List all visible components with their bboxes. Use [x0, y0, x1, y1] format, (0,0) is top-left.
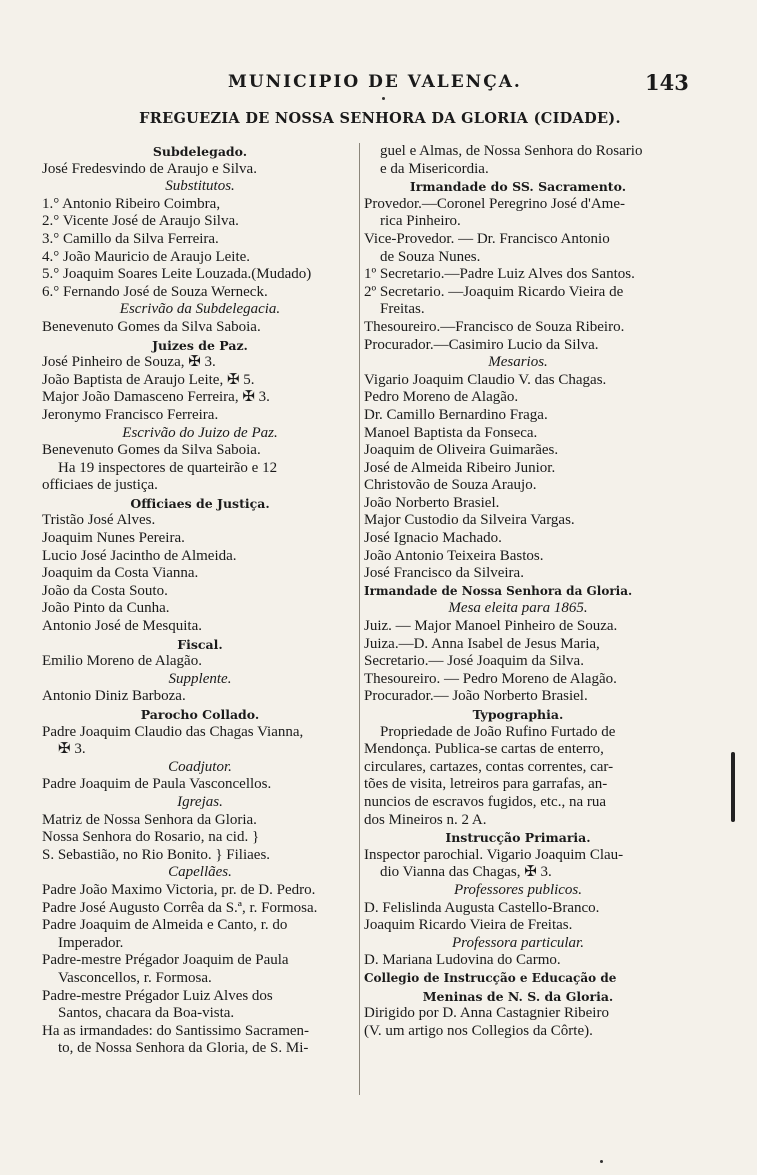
left-column-line: Padre-mestre Prégador Joaquim de Paula — [42, 952, 289, 969]
left-column-line: Padre Joaquim de Almeida e Canto, r. do — [42, 917, 288, 934]
left-column-line: S. Sebastião, no Rio Bonito. } Filiaes. — [42, 846, 271, 863]
left-column-line: to, de Nossa Senhora da Gloria, de S. Mi- — [58, 1040, 309, 1057]
left-column-line: José Fredesvindo de Araujo e Silva. — [42, 160, 257, 177]
right-column-line: Vigario Joaquim Claudio V. das Chagas. — [364, 371, 607, 388]
left-column-line: João da Costa Souto. — [42, 582, 168, 599]
right-column-line: Instrucção Primaria. — [445, 830, 591, 846]
left-column-line: Capellães. — [168, 864, 232, 881]
right-column-line: Collegio de Instrucção e Educação de — [364, 970, 617, 985]
right-column-line: Juiz. — Major Manoel Pinheiro de Souza. — [364, 618, 618, 635]
right-column-line: rica Pinheiro. — [380, 213, 461, 230]
section-title: FREGUEZIA DE NOSSA SENHORA DA GLORIA (CIDADE). — [139, 110, 621, 127]
right-column-line: Professora particular. — [452, 934, 584, 951]
right-column-line: de Souza Nunes. — [380, 248, 481, 265]
left-column-line: João Pinto da Cunha. — [42, 600, 170, 617]
left-column-line: Emilio Moreno de Alagão. — [42, 653, 202, 670]
left-column-line: 5.° Joaquim Soares Leite Louzada.(Mudado) — [42, 266, 312, 283]
right-column-line: Professores publicos. — [453, 881, 583, 898]
right-column-line: e da Misericordia. — [380, 160, 489, 177]
left-column-line: Parocho Collado. — [140, 707, 260, 722]
right-column-line: Procurador.— João Norberto Brasiel. — [364, 688, 588, 705]
left-column-line: Matriz de Nossa Senhora da Gloria. — [42, 811, 257, 828]
right-column-line: João Norberto Brasiel. — [364, 494, 500, 511]
header-title: MUNICIPIO DE VALENÇA. — [228, 72, 522, 92]
right-column-line: dio Vianna das Chagas, ✠ 3. — [380, 864, 552, 881]
left-column-line: Benevenuto Gomes da Silva Saboia. — [42, 442, 261, 459]
right-column-line: Typographia. — [472, 707, 564, 722]
left-column-line: 1.° Antonio Ribeiro Coimbra, — [42, 195, 221, 212]
left-column-line: Padre João Maximo Victoria, pr. de D. Pedro. — [42, 881, 316, 898]
right-column-line: Meninas de N. S. da Gloria. — [422, 988, 614, 1004]
left-column-line: Substitutos. — [165, 178, 235, 195]
right-column-line: 2º Secretario. —Joaquim Ricardo Vieira de — [364, 283, 624, 300]
right-column-line: Vice-Provedor. — Dr. Francisco Antonio — [364, 230, 610, 247]
left-column-line: Escrivão da Subdelegacia. — [119, 301, 281, 318]
left-column-line: Antonio José de Mesquita. — [42, 618, 202, 635]
left-column-line: Subdelegado. — [152, 144, 248, 159]
left-column-line: Padre-mestre Prégador Luiz Alves dos — [42, 987, 273, 1004]
right-column-line: Procurador.—Casimiro Lucio da Silva. — [364, 336, 599, 353]
right-column-line: Irmandade de Nossa Senhora da Gloria. — [364, 583, 633, 598]
left-column-line: Fiscal. — [177, 636, 223, 652]
left-column-line: Coadjutor. — [168, 758, 232, 775]
left-column-line: Igrejas. — [177, 793, 223, 810]
right-column-line: Freitas. — [380, 301, 425, 318]
right-column-line: D. Mariana Ludovina do Carmo. — [364, 952, 561, 969]
left-column-line: Joaquim Nunes Pereira. — [42, 530, 185, 547]
left-column-line: Vasconcellos, r. Formosa. — [58, 969, 212, 986]
right-column-line: 1º Secretario.—Padre Luiz Alves dos Santos. — [364, 266, 635, 283]
left-column-line: Imperador. — [58, 934, 124, 951]
right-column-line: (V. um artigo nos Collegios da Côrte). — [364, 1022, 593, 1039]
right-column-line: José de Almeida Ribeiro Junior. — [364, 459, 556, 476]
left-column — [42, 143, 358, 1058]
right-column-line: tões de visita, letreiros para garrafas, an- — [364, 776, 608, 793]
right-column-line: D. Felislinda Augusta Castello-Branco. — [364, 899, 600, 916]
left-column-line: officiaes de justiça. — [42, 477, 158, 494]
right-column — [364, 143, 672, 1040]
left-column-line: Ha 19 inspectores de quarteirão e 12 — [58, 459, 278, 476]
right-column-line: circulares, cartazes, contas correntes, car- — [364, 758, 614, 775]
right-column-line: Juiza.—D. Anna Isabel de Jesus Maria, — [364, 635, 600, 652]
left-column-line: João Baptista de Araujo Leite, ✠ 5. — [42, 371, 255, 388]
left-column-line: Santos, chacara da Boa-vista. — [58, 1005, 235, 1022]
column-divider — [359, 143, 360, 1095]
right-column-line: Christovão de Souza Araujo. — [364, 477, 537, 494]
left-column-line: 2.° Vicente José de Araujo Silva. — [42, 213, 239, 230]
right-column-line: Pedro Moreno de Alagão. — [364, 389, 519, 406]
ink-speck — [600, 1160, 603, 1163]
left-column-line: Antonio Diniz Barboza. — [42, 688, 186, 705]
page-number: 143 — [645, 70, 689, 95]
left-column-line: Jeronymo Francisco Ferreira. — [42, 406, 219, 423]
right-column-line: João Antonio Teixeira Bastos. — [364, 547, 544, 564]
running-header — [0, 72, 757, 96]
right-column-line: Irmandade do SS. Sacramento. — [409, 179, 627, 195]
left-column-line: ✠ 3. — [58, 741, 86, 758]
left-column-line: Major João Damasceno Ferreira, ✠ 3. — [42, 389, 270, 406]
left-column-line: Ha as irmandades: do Santissimo Sacramen- — [42, 1022, 310, 1039]
right-column-line: Joaquim de Oliveira Guimarães. — [364, 442, 559, 459]
left-column-line: Padre Joaquim Claudio das Chagas Vianna, — [42, 723, 304, 740]
left-column-line: Juizes de Paz. — [152, 337, 248, 353]
left-column-line: 4.° João Mauricio de Araujo Leite. — [42, 248, 251, 265]
right-column-line: Mendonça. Publica-se cartas de enterro, — [364, 741, 604, 758]
left-column-line: José Pinheiro de Souza, ✠ 3. — [42, 354, 216, 371]
left-column-line: Lucio José Jacintho de Almeida. — [42, 547, 237, 564]
ink-mark — [731, 752, 735, 822]
left-column-line: Officiaes de Justiça. — [130, 495, 270, 511]
right-column-line: Inspector parochial. Vigario Joaquim Clau- — [364, 846, 624, 863]
left-column-line: Padre José Augusto Corrêa da S.ª, r. Formosa. — [42, 899, 318, 916]
right-column-line: Manoel Baptista da Fonseca. — [364, 424, 538, 441]
right-column-line: José Francisco da Silveira. — [364, 565, 524, 582]
right-column-line: Propriedade de João Rufino Furtado de — [380, 723, 616, 740]
left-column-line: Benevenuto Gomes da Silva Saboia. — [42, 318, 261, 335]
right-column-line: Mesarios. — [488, 354, 548, 371]
right-column-line: Thesoureiro.—Francisco de Souza Ribeiro. — [364, 318, 625, 335]
right-column-line: dos Mineiros n. 2 A. — [364, 811, 487, 828]
left-column-line: Tristão José Alves. — [42, 512, 156, 529]
right-column-line: Dirigido por D. Anna Castagnier Ribeiro — [364, 1005, 609, 1022]
right-column-line: nuncios de escravos fugidos, etc., na rua — [364, 793, 607, 810]
right-column-line: Joaquim Ricardo Vieira de Freitas. — [364, 917, 573, 934]
left-column-line: Escrivão do Juizo de Paz. — [122, 424, 278, 441]
left-column-line: Padre Joaquim de Paula Vasconcellos. — [42, 776, 272, 793]
ink-speck — [382, 97, 385, 100]
left-column-line: Joaquim da Costa Vianna. — [42, 565, 199, 582]
right-column-line: Secretario.— José Joaquim da Silva. — [364, 653, 584, 670]
right-column-line: Major Custodio da Silveira Vargas. — [364, 512, 575, 529]
right-column-line: Thesoureiro. — Pedro Moreno de Alagão. — [364, 670, 617, 687]
left-column-line: 6.° Fernando José de Souza Werneck. — [42, 283, 268, 300]
left-column-line: 3.° Camillo da Silva Ferreira. — [42, 230, 219, 247]
right-column-line: José Ignacio Machado. — [364, 530, 502, 547]
left-column-line: Nossa Senhora do Rosario, na cid. } — [42, 829, 260, 846]
right-column-line: Provedor.—Coronel Peregrino José d'Ame- — [364, 195, 625, 212]
right-column-line: Mesa eleita para 1865. — [448, 600, 588, 617]
right-column-line: guel e Almas, de Nossa Senhora do Rosario — [380, 143, 643, 159]
right-column-line: Dr. Camillo Bernardino Fraga. — [364, 406, 548, 423]
left-column-line: Supplente. — [168, 670, 232, 687]
